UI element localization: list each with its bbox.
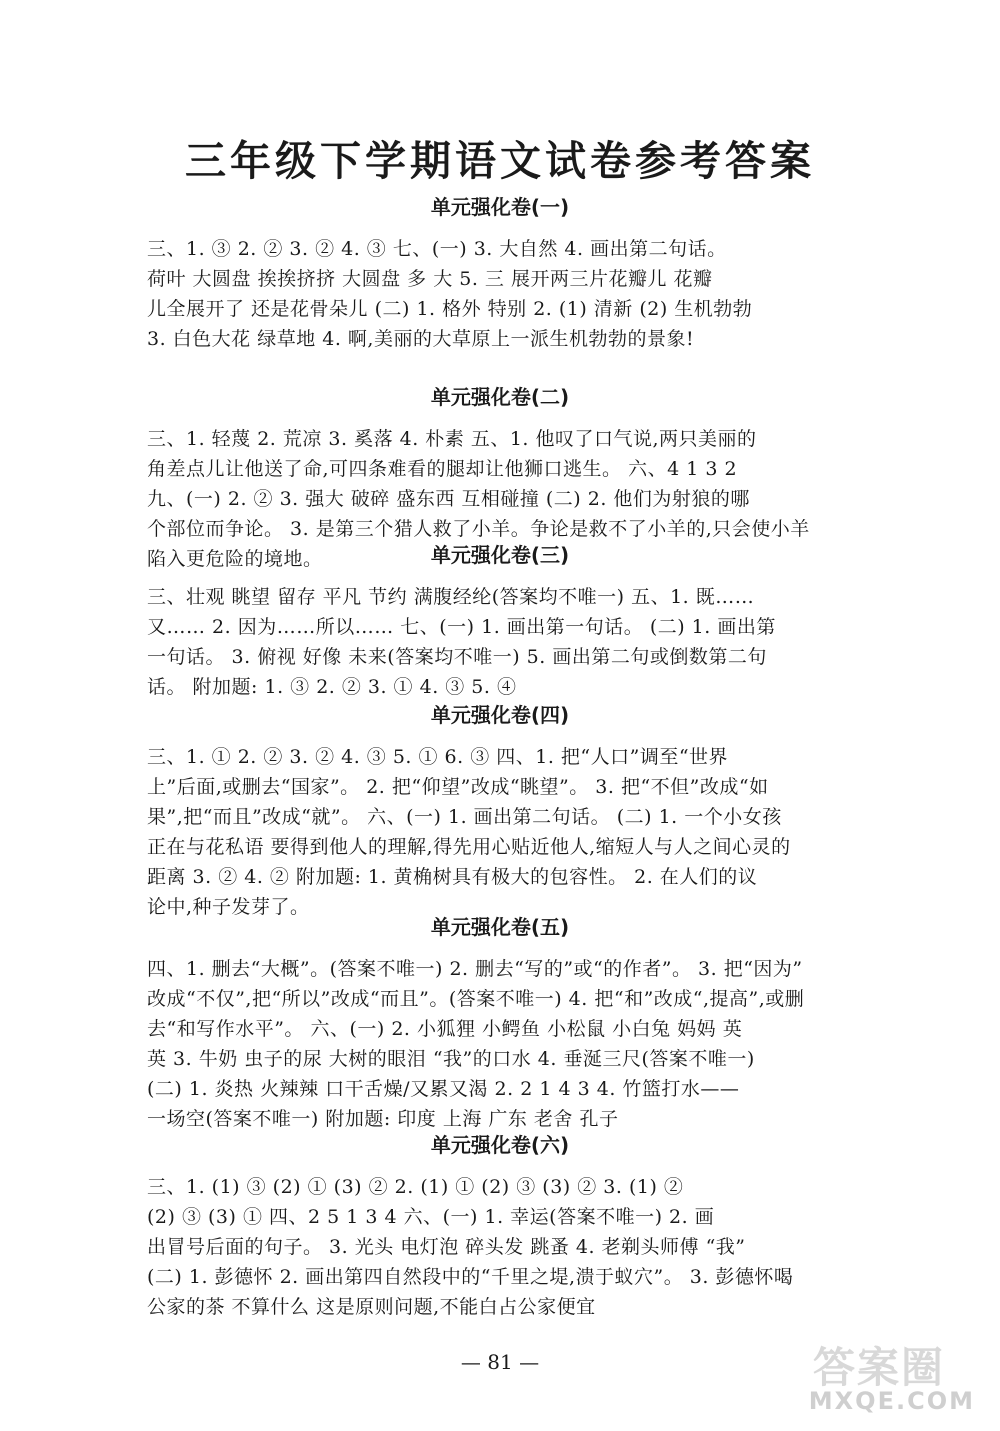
watermark-text: 答案圈 — [812, 1343, 945, 1392]
answer-line: 又…… 2. 因为……所以…… 七、(一) 1. 画出第一句话。 (二) 1. 画出第 — [147, 616, 776, 638]
answer-line: 距离 3. ② 4. ② 附加题: 1. 黄桷树具有极大的包容性。 2. 在人们的议 — [147, 866, 758, 888]
watermark-url: MXQE.COM — [808, 1387, 975, 1415]
answer-line: 公家的茶 不算什么 这是原则问题,不能白占公家便宜 — [147, 1296, 596, 1318]
answer-line: (二) 1. 彭德怀 2. 画出第四自然段中的“千里之堤,溃于蚁穴”。 3. 彭德怀喝 — [147, 1266, 794, 1288]
answer-line: 出冒号后面的句子。 3. 光头 电灯泡 碎头发 跳蚤 4. 老剃头师傅 “我” — [147, 1236, 746, 1258]
answer-lines — [147, 234, 967, 354]
answer-line: 一场空(答案不唯一) 附加题: 印度 上海 广东 老舍 孔子 — [147, 1108, 619, 1130]
section-heading: 单元强化卷(四) — [430, 703, 570, 727]
answer-lines — [147, 954, 967, 1134]
answer-line: 三、壮观 眺望 留存 平凡 节约 满腹经纶(答案均不唯一) 五、1. 既…… — [147, 586, 755, 608]
page-title: 三年级下学期语文试卷参考答案 — [185, 137, 815, 185]
answer-section-1 — [147, 192, 967, 354]
answer-line: 一句话。 3. 俯视 好像 未来(答案均不唯一) 5. 画出第二句或倒数第二句 — [147, 646, 767, 668]
answer-line: 陷入更危险的境地。 — [147, 548, 323, 570]
section-heading: 单元强化卷(六) — [430, 1133, 570, 1157]
section-heading: 单元强化卷(二) — [430, 385, 570, 409]
answer-line: 个部位而争论。 3. 是第三个猎人救了小羊。争论是救不了小羊的,只会使小羊 — [147, 518, 810, 540]
answer-line: 论中,种子发芽了。 — [147, 896, 310, 918]
answer-line: 九、(一) 2. ② 3. 强大 破碎 盛东西 互相碰撞 (二) 2. 他们为射狼的哪 — [147, 488, 750, 510]
answer-line: 角差点儿让他送了命,可四条难看的腿却让他狮口逃生。 六、4 1 3 2 — [147, 458, 738, 480]
answer-line: 话。 附加题: 1. ③ 2. ② 3. ① 4. ③ 5. ④ — [147, 676, 517, 698]
answer-line: 正在与花私语 要得到他人的理解,得先用心贴近他人,缩短人与人之间心灵的 — [147, 836, 791, 858]
answer-section-6 — [147, 1130, 967, 1322]
answer-line: 三、1. (1) ③ (2) ① (3) ② 2. (1) ① (2) ③ (3) ② 3. (1) ② — [147, 1176, 684, 1198]
answer-line: 荷叶 大圆盘 挨挨挤挤 大圆盘 多 大 5. 三 展开两三片花瓣儿 花瓣 — [147, 268, 713, 290]
answer-line: 英 3. 牛奶 虫子的尿 大树的眼泪 “我”的口水 4. 垂涎三尺(答案不唯一) — [147, 1048, 755, 1070]
answer-lines — [147, 582, 967, 702]
section-heading: 单元强化卷(一) — [430, 195, 570, 219]
page-number: — 81 — — [460, 1350, 540, 1374]
answer-line: 三、1. 轻蔑 2. 荒凉 3. 奚落 4. 朴素 五、1. 他叹了口气说,两只美丽的 — [147, 428, 757, 450]
answer-line: (二) 1. 炎热 火辣辣 口干舌燥/又累又渴 2. 2 1 4 3 4. 竹篮打水—— — [147, 1078, 740, 1100]
answer-line: 果”,把“而且”改成“就”。 六、(一) 1. 画出第二句话。 (二) 1. 一个小女孩 — [147, 806, 782, 828]
answer-line: 四、1. 删去“大概”。(答案不唯一) 2. 删去“写的”或“的作者”。 3. 把“因为” — [147, 958, 803, 980]
answer-line: 上”后面,或删去“国家”。 2. 把“仰望”改成“眺望”。 3. 把“不但”改成“如 — [147, 776, 769, 798]
answer-line: 儿全展开了 还是花骨朵儿 (二) 1. 格外 特别 2. (1) 清新 (2) 生机勃勃 — [147, 298, 753, 320]
answer-lines — [147, 742, 967, 922]
answer-line: 三、1. ① 2. ② 3. ② 4. ③ 5. ① 6. ③ 四、1. 把“人口”调至“世界 — [147, 746, 729, 768]
answer-line: 三、1. ③ 2. ② 3. ② 4. ③ 七、(一) 3. 大自然 4. 画出第二句话。 — [147, 238, 727, 260]
answer-section-3 — [147, 540, 967, 702]
answer-section-4 — [147, 700, 967, 922]
section-heading: 单元强化卷(五) — [430, 915, 570, 939]
watermark-logo — [745, 1335, 975, 1425]
answer-line: 3. 白色大花 绿草地 4. 啊,美丽的大草原上一派生机勃勃的景象! — [147, 328, 695, 350]
answer-section-5 — [147, 912, 967, 1134]
section-heading: 单元强化卷(三) — [430, 543, 570, 567]
answer-lines — [147, 1172, 967, 1322]
answer-line: (2) ③ (3) ① 四、2 5 1 3 4 六、(一) 1. 幸运(答案不唯一) 2. 画 — [147, 1206, 715, 1228]
answer-line: 去“和写作水平”。 六、(一) 2. 小狐狸 小鳄鱼 小松鼠 小白兔 妈妈 英 — [147, 1018, 743, 1040]
answer-line: 改成“不仅”,把“所以”改成“而且”。(答案不唯一) 4. 把“和”改成“,提高”,或删 — [147, 988, 805, 1010]
